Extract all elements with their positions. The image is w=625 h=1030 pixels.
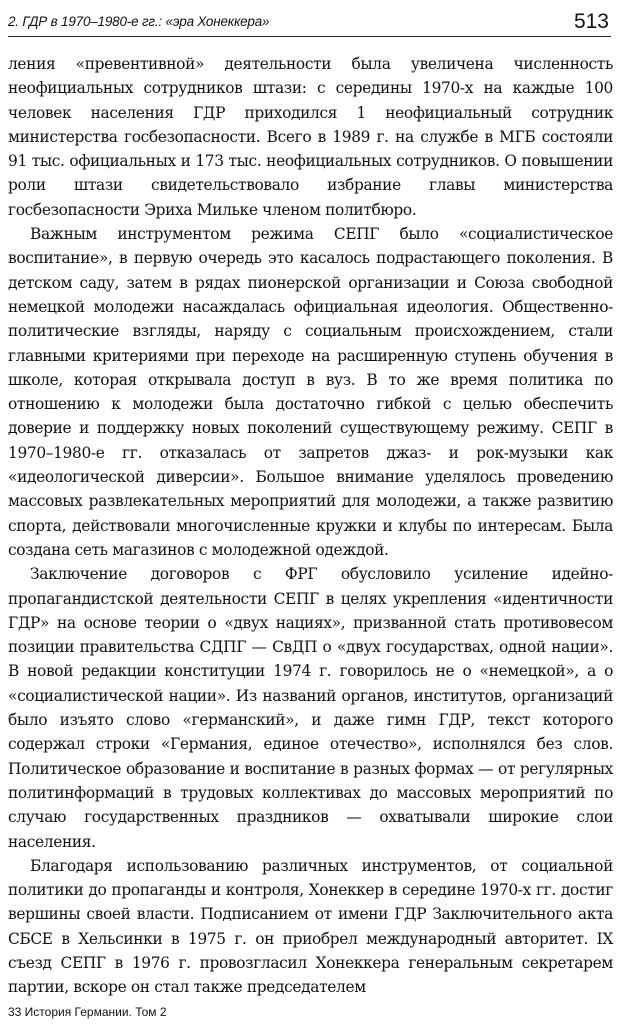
body-text — [8, 52, 613, 1000]
paragraph-two-nations-theory: Заключение договоров с ФРГ обусловило усиление идейно-пропагандистской деятельности СЕПГ в целях укрепления «идентичности ГДР» на основе теории о «двух нациях», призванной стать противовесом позиции правительства СДПГ — СвДП о «двух государствах, одной нации». В новой редакции конституции 1974 г. говорилось не о «немецкой», а о «социалистической нации». Из названий органов, институтов, организаций было изъято слово «германский», и даже гимн ГДР, текст которого содержал строки «Германия, единое отечество», исполнялся без слов. Политическое образование и воспитание в разных формах — от регулярных политинформаций в трудовых коллективах до массовых мероприятий по случаю государственных праздников — охватывали широкие слои населения. — [8, 565, 613, 851]
paragraph-continuation: ления «превентивной» деятельности была увеличена численность неофициальных сотрудников штази: с середины 1970-х на каждые 100 человек населения ГДР приходился 1 неофициальный сотрудник министерства госбезопасности. Всего в 1989 г. на службе в МГБ состояли 91 тыс. официальных и 173 тыс. неофициальных сотрудников. О повышении роли штази свидетельствовало избрание главы министерства госбезопасности Эриха Мильке членом политбюро. — [8, 55, 613, 219]
footer-signature: 33 История Германии. Том 2 — [8, 1005, 167, 1019]
page-number: 513 — [573, 10, 609, 33]
paragraph-socialist-education: Важным инструментом режима СЕПГ было «социалистическое воспитание», в первую очередь это касалось подрастающего поколения. В детском саду, затем в рядах пионерской организации и Союза свободной немецкой молодежи насаждалась официальная идеология. Общественно-политические взгляды, наряду с социальным происхождением, стали главными критериями при переходе на расширенную ступень обучения в школе, которая открывала доступ в вуз. В то же время политика по отношению к молодежи была достаточно гибкой с целью обеспечить доверие и поддержку новых поколений существующему режиму. СЕПГ в 1970–1980-е гг. отказалась от запретов джаз- и рок-музыки как «идеологической диверсии». Большое внимание уделялось проведению массовых развлекательных мероприятий для молодежи, а также развитию спорта, действовали многочисленные кружки и клубы по интересам. Была создана сеть магазинов с молодежной одеждой. — [8, 225, 613, 559]
paragraph-honecker-power: Благодаря использованию различных инструментов, от социальной политики до пропаганды и контроля, Хонеккер в середине 1970-х гг. достиг вершины своей власти. Подписанием от имени ГДР Заключительного акта СБСЕ в Хельсинки в 1975 г. он приобрел международный авторитет. IX съезд СЕПГ в 1976 г. провозгласил Хонеккера генеральным секретарем партии, вскоре он стал также председателем — [8, 856, 613, 997]
running-header — [8, 10, 611, 37]
running-title: 2. ГДР в 1970–1980-е гг.: «эра Хонеккера» — [8, 14, 270, 29]
